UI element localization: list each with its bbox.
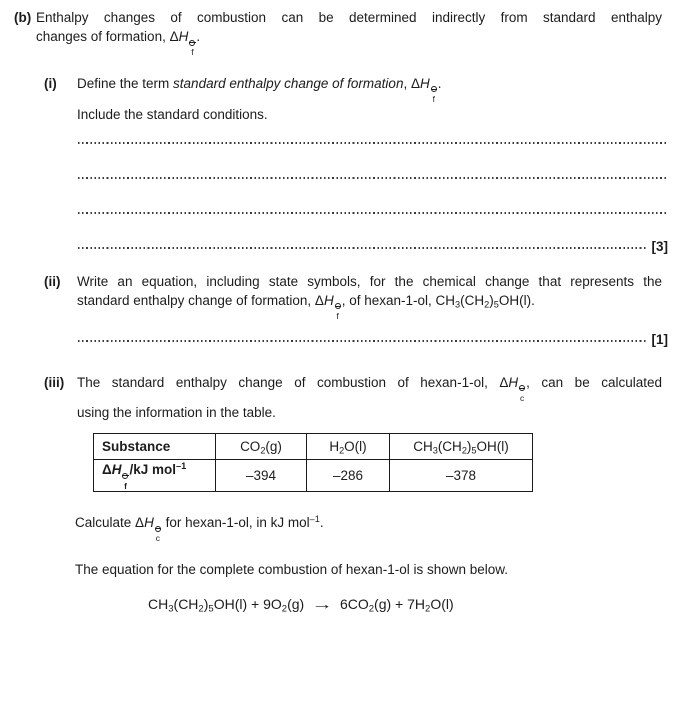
part-ii-label: (ii) — [44, 273, 61, 289]
answer-line — [78, 322, 668, 348]
part-ii-text — [77, 272, 668, 322]
question-b-label: (b) — [14, 10, 32, 25]
value-hexanol: –378 — [390, 460, 533, 492]
answer-line — [78, 124, 668, 146]
part-iii-text-line-2: using the information in the table. — [77, 405, 276, 421]
table-data-row — [94, 460, 533, 492]
header-hexanol: $CH_3(CH_2)_5OH(l)$ — [390, 434, 533, 460]
part-i-text-line-1: Define the term standard enthalpy change of formation, ΔH f . — [77, 75, 442, 105]
part-ii-text-line-1: Write an equation, including state symbols, for the chemical change that represents the — [77, 273, 662, 289]
reaction-arrow-icon: → — [311, 596, 333, 613]
answer-line — [78, 181, 668, 216]
part-i-text — [77, 74, 668, 124]
dotted-line — [78, 212, 668, 214]
dotted-line — [78, 177, 668, 179]
row-label-enthalpy: ΔH f /kJ mol$^{-1}$ — [94, 460, 216, 492]
answer-area-ii — [78, 322, 668, 348]
table-header-row — [94, 434, 533, 460]
marks-badge-ii: [1] — [651, 332, 668, 348]
part-i-label: (i) — [44, 75, 57, 91]
header-co2: $CO_2(g)$ — [216, 434, 307, 460]
part-iii-label: (iii) — [44, 374, 65, 390]
part-ii-text-line-2: standard enthalpy change of formation, ΔH f , of hexan-1-ol, $CH_3(CH_2)_5OH(l)$. — [77, 292, 535, 321]
standard-state-icon — [519, 385, 525, 391]
answer-line — [78, 146, 668, 181]
question-b-text — [36, 8, 668, 58]
calculate-instruction: Calculate ΔH c for hexan-1-ol, in kJ mol$^{-1}$. — [75, 514, 324, 544]
part-iii — [44, 373, 668, 423]
standard-state-icon — [431, 86, 437, 92]
value-co2: –394 — [216, 460, 307, 492]
header-h2o: $H_2O(l)$ — [307, 434, 390, 460]
dotted-line — [78, 247, 647, 249]
standard-state-icon — [122, 473, 128, 479]
part-ii — [44, 272, 668, 322]
marks-badge-i: [3] — [651, 239, 668, 255]
question-b — [14, 8, 668, 58]
header-substance: Substance — [94, 434, 216, 460]
combustion-equation: $CH_3(CH_2)_5OH(l) + 9O_2(g) \to 6CO_2(g) + 7H_2O(l)$ — [148, 596, 454, 615]
part-iii-text-line-1: The standard enthalpy change of combustion of hexan-1-ol, ΔH c , can be calculated — [77, 374, 663, 403]
standard-state-icon — [189, 40, 195, 46]
answer-area-i — [78, 124, 668, 255]
dotted-line — [78, 142, 668, 144]
enthalpy-data-table — [93, 433, 533, 492]
question-b-text-line-2: changes of formation, ΔH f . — [36, 29, 201, 58]
standard-state-icon — [155, 526, 161, 532]
dotted-line — [78, 340, 647, 342]
question-b-text-line-1: Enthalpy changes of combustion can be determined indirectly from standard enthalpy — [36, 10, 662, 25]
answer-line — [78, 216, 668, 255]
part-i — [44, 74, 668, 124]
equation-intro: The equation for the complete combustion of hexan-1-ol is shown below. — [75, 562, 509, 578]
part-i-text-line-2: Include the standard conditions. — [77, 106, 268, 122]
standard-state-icon — [335, 303, 341, 309]
part-iii-text — [77, 373, 668, 423]
value-h2o: –286 — [307, 460, 390, 492]
